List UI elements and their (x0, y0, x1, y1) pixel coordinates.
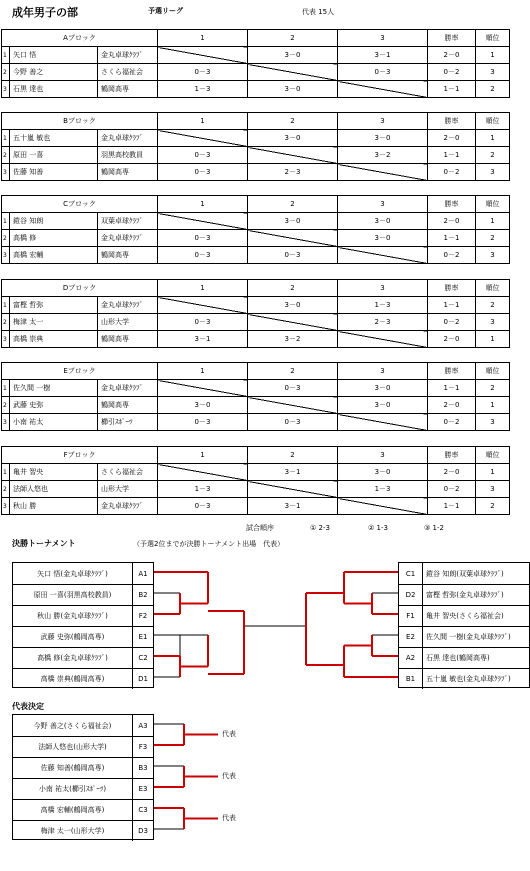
entry-name: 小南 祐太(櫛引ｽﾎﾟｰﾂ) (13, 778, 133, 799)
tournament-note: （予選2位までが決勝トーナメント出場 代表） (133, 540, 285, 548)
match-score: 0－3 (338, 64, 428, 81)
col-header: 勝率 (428, 280, 476, 297)
entry-name: 武藤 史弥(鶴岡高専) (13, 626, 133, 647)
player-name: 法師人悠也 (10, 481, 98, 498)
rank: 1 (476, 47, 510, 64)
win-rate: 2－0 (428, 464, 476, 481)
player-name: 佐久間 一樹 (10, 380, 98, 397)
col-header: 順位 (476, 30, 510, 47)
player-name: 亀井 智央 (10, 464, 98, 481)
block-name: Bブロック (2, 113, 158, 130)
match-score: 0－3 (158, 147, 248, 164)
rank: 2 (476, 297, 510, 314)
seed-number: 2 (2, 230, 10, 247)
entry-code: F2 (133, 605, 153, 626)
seed-number: 1 (2, 213, 10, 230)
win-rate: 1－1 (428, 498, 476, 515)
entry-code: A1 (138, 569, 148, 578)
club-name: 金丸卓球ｸﾗﾌﾞ (98, 297, 158, 314)
match-score: 3－0 (248, 130, 338, 147)
win-rate: 1－1 (428, 81, 476, 98)
entry-code: D3 (133, 820, 153, 841)
entry-name: 梅津 太一(山形大学) (13, 820, 133, 841)
club-name: 櫛引ｽﾎﾟｰﾂ (98, 414, 158, 431)
block-name: Cブロック (2, 196, 158, 213)
entry-name: 法師人悠也(山形大学) (13, 736, 133, 757)
seed-number: 2 (2, 147, 10, 164)
col-header: 2 (248, 280, 338, 297)
rank: 2 (476, 81, 510, 98)
col-header: 1 (158, 113, 248, 130)
entry-code: E2 (399, 626, 423, 647)
entry-code: E1 (133, 626, 153, 647)
club-name: さくら福祉会 (98, 464, 158, 481)
win-rate: 1－1 (428, 297, 476, 314)
match-score: 0－3 (248, 414, 338, 431)
player-name: 今野 善之 (10, 64, 98, 81)
col-header: 3 (338, 447, 428, 464)
player-name: 高橋 崇典 (10, 331, 98, 348)
win-rate: 1－1 (428, 380, 476, 397)
club-name: 鶴岡高専 (98, 247, 158, 264)
match-order-1: ① 2-3 (310, 524, 330, 532)
col-header: 2 (248, 363, 338, 380)
seed-number: 1 (2, 47, 10, 64)
match-score: 3－2 (248, 331, 338, 348)
win-rate: 0－2 (428, 64, 476, 81)
club-name: 羽黒高校教員 (98, 147, 158, 164)
rank: 3 (476, 247, 510, 264)
match-order-label: 試合順序 (246, 524, 274, 532)
entry-name: 原田 一喜(羽黒高校教員) (13, 584, 133, 605)
match-score: 0－3 (158, 64, 248, 81)
match-score: 3－2 (338, 147, 428, 164)
match-score: 3－0 (338, 397, 428, 414)
block-name: Aブロック (2, 30, 158, 47)
player-name: 高橋 宏輔 (10, 247, 98, 264)
club-name: 鶴岡高専 (98, 397, 158, 414)
club-name: 山形大学 (98, 314, 158, 331)
player-name: 高橋 修 (10, 230, 98, 247)
seed-number: 1 (2, 464, 10, 481)
club-name: 金丸卓球ｸﾗﾌﾞ (98, 130, 158, 147)
entry-code: B1 (399, 668, 423, 689)
seed-number: 1 (2, 380, 10, 397)
block-name: Dブロック (2, 280, 158, 297)
entry-code: C2 (133, 647, 153, 668)
match-score: 2－3 (248, 164, 338, 181)
col-header: 3 (338, 363, 428, 380)
match-score: 0－3 (158, 230, 248, 247)
rank: 2 (476, 230, 510, 247)
col-header: 2 (248, 196, 338, 213)
entry-name: 佐藤 知善(鶴岡高専) (13, 757, 133, 778)
rank: 3 (476, 64, 510, 81)
entry-name: 佐久間 一樹(金丸卓球ｸﾗﾌﾞ) (423, 626, 529, 647)
col-header: 1 (158, 196, 248, 213)
entry-code: D2 (399, 584, 423, 605)
col-header: 1 (158, 280, 248, 297)
rank: 3 (476, 481, 510, 498)
col-header: 勝率 (428, 447, 476, 464)
entry-code: D1 (133, 668, 153, 689)
seed-number: 3 (2, 164, 10, 181)
rep-winner-1: 代表 (222, 730, 236, 738)
col-header: 勝率 (428, 30, 476, 47)
club-name: 鶴岡高専 (98, 331, 158, 348)
rank: 2 (476, 380, 510, 397)
entry-code: C3 (133, 799, 153, 820)
col-header: 3 (338, 30, 428, 47)
match-score: 3－1 (248, 498, 338, 515)
player-name: 矢口 悟 (10, 47, 98, 64)
match-score: 0－3 (158, 164, 248, 181)
col-header: 2 (248, 30, 338, 47)
match-score: 0－3 (158, 314, 248, 331)
match-score: 2－3 (338, 314, 428, 331)
col-header: 順位 (476, 363, 510, 380)
win-rate: 0－2 (428, 414, 476, 431)
entry-name: 今野 善之(さくら福祉会) (13, 715, 133, 736)
club-name: 金丸卓球ｸﾗﾌﾞ (98, 230, 158, 247)
entry-name: 五十嵐 敏也(金丸卓球ｸﾗﾌﾞ) (423, 668, 529, 689)
player-name: 武藤 史弥 (10, 397, 98, 414)
match-score: 0－3 (158, 498, 248, 515)
block-name: Eブロック (2, 363, 158, 380)
entry-name: 亀井 智央(さくら福祉会) (423, 605, 529, 626)
rank: 1 (476, 331, 510, 348)
rank: 3 (476, 314, 510, 331)
match-score: 3－0 (338, 130, 428, 147)
club-name: 山形大学 (98, 481, 158, 498)
match-score: 0－3 (158, 247, 248, 264)
match-score: 3－1 (338, 47, 428, 64)
player-name: 原田 一喜 (10, 147, 98, 164)
entry-code: A3 (138, 721, 148, 730)
player-name: 富樫 哲弥 (10, 297, 98, 314)
win-rate: 1－1 (428, 147, 476, 164)
win-rate: 2－0 (428, 397, 476, 414)
rank: 3 (476, 414, 510, 431)
win-rate: 2－0 (428, 47, 476, 64)
match-score: 0－3 (158, 414, 248, 431)
seed-number: 3 (2, 414, 10, 431)
club-name: 双葉卓球ｸﾗﾌﾞ (98, 213, 158, 230)
rank: 2 (476, 147, 510, 164)
entry-code: F3 (133, 736, 153, 757)
seed-number: 3 (2, 81, 10, 98)
win-rate: 1－1 (428, 230, 476, 247)
seed-number: 2 (2, 397, 10, 414)
col-header: 2 (248, 447, 338, 464)
col-header: 1 (158, 30, 248, 47)
rep-winner-3: 代表 (222, 814, 236, 822)
club-name: 鶴岡高専 (98, 164, 158, 181)
player-name: 佐藤 知善 (10, 164, 98, 181)
club-name: 金丸卓球ｸﾗﾌﾞ (98, 47, 158, 64)
match-score: 3－1 (158, 331, 248, 348)
rank: 1 (476, 213, 510, 230)
col-header: 順位 (476, 447, 510, 464)
entry-code: F1 (399, 605, 423, 626)
match-score: 3－0 (248, 81, 338, 98)
col-header: 3 (338, 196, 428, 213)
stage-label: 予選リーグ (148, 7, 183, 15)
win-rate: 2－0 (428, 213, 476, 230)
player-name: 鎧谷 知朗 (10, 213, 98, 230)
seed-number: 2 (2, 481, 10, 498)
entry-code: B2 (133, 584, 153, 605)
match-score: 1－3 (338, 297, 428, 314)
entry-name: 鎧谷 知朗(双葉卓球ｸﾗﾌﾞ) (426, 569, 504, 578)
match-score: 3－0 (338, 213, 428, 230)
entry-code: E3 (133, 778, 153, 799)
match-score: 3－1 (248, 464, 338, 481)
col-header: 勝率 (428, 113, 476, 130)
entry-name: 富樫 哲弥(金丸卓球ｸﾗﾌﾞ) (423, 584, 529, 605)
match-score: 1－3 (158, 81, 248, 98)
rank: 3 (476, 164, 510, 181)
entry-code: B3 (133, 757, 153, 778)
match-score: 3－0 (338, 380, 428, 397)
player-name: 梅津 太一 (10, 314, 98, 331)
col-header: 勝率 (428, 196, 476, 213)
win-rate: 2－0 (428, 130, 476, 147)
entry-name: 高橋 崇典(鶴岡高専) (13, 668, 133, 689)
rank: 1 (476, 130, 510, 147)
seed-number: 3 (2, 498, 10, 515)
club-name: 金丸卓球ｸﾗﾌﾞ (98, 380, 158, 397)
entry-name: 矢口 悟(金丸卓球ｸﾗﾌﾞ) (13, 563, 133, 584)
col-header: 2 (248, 113, 338, 130)
entry-code: A2 (399, 647, 423, 668)
win-rate: 0－2 (428, 164, 476, 181)
tournament-title: 決勝トーナメント (12, 539, 76, 548)
rank: 1 (476, 397, 510, 414)
col-header: 勝率 (428, 363, 476, 380)
col-header: 1 (158, 447, 248, 464)
seed-number: 2 (2, 64, 10, 81)
seed-number: 1 (2, 297, 10, 314)
match-score: 1－3 (158, 481, 248, 498)
win-rate: 0－2 (428, 481, 476, 498)
player-name: 石黒 達也 (10, 81, 98, 98)
rank: 2 (476, 498, 510, 515)
col-header: 1 (158, 363, 248, 380)
rep-winner-2: 代表 (222, 772, 236, 780)
entry-name: 高橋 修(金丸卓球ｸﾗﾌﾞ) (13, 647, 133, 668)
col-header: 順位 (476, 113, 510, 130)
match-score: 3－0 (338, 230, 428, 247)
entry-name: 秋山 勝(金丸卓球ｸﾗﾌﾞ) (13, 605, 133, 626)
win-rate: 2－0 (428, 331, 476, 348)
match-score: 3－0 (248, 213, 338, 230)
match-score: 1－3 (338, 481, 428, 498)
seed-number: 3 (2, 247, 10, 264)
match-score: 0－3 (248, 247, 338, 264)
page-title: 成年男子の部 (12, 6, 78, 19)
match-order-3: ③ 1-2 (424, 524, 444, 532)
rep-title: 代表決定 (12, 702, 44, 711)
match-score: 0－3 (248, 380, 338, 397)
seed-number: 2 (2, 314, 10, 331)
club-name: 金丸卓球ｸﾗﾌﾞ (98, 498, 158, 515)
entry-code: C1 (399, 563, 423, 584)
player-name: 小南 祐太 (10, 414, 98, 431)
seed-number: 1 (2, 130, 10, 147)
seed-number: 3 (2, 331, 10, 348)
block-name: Fブロック (2, 447, 158, 464)
col-header: 3 (338, 280, 428, 297)
match-score: 3－0 (338, 464, 428, 481)
player-name: 五十嵐 敏也 (10, 130, 98, 147)
entry-name: 石黒 達也(鶴岡高専) (423, 647, 529, 668)
win-rate: 0－2 (428, 247, 476, 264)
win-rate: 0－2 (428, 314, 476, 331)
match-score: 3－0 (248, 47, 338, 64)
match-order-2: ② 1-3 (368, 524, 388, 532)
delegates-label: 代表 15人 (302, 8, 335, 16)
col-header: 3 (338, 113, 428, 130)
col-header: 順位 (476, 196, 510, 213)
rank: 1 (476, 464, 510, 481)
col-header: 順位 (476, 280, 510, 297)
player-name: 秋山 勝 (10, 498, 98, 515)
match-score: 3－0 (248, 297, 338, 314)
club-name: 鶴岡高専 (98, 81, 158, 98)
match-score: 3－0 (158, 397, 248, 414)
club-name: さくら福祉会 (98, 64, 158, 81)
entry-name: 高橋 宏輔(鶴岡高専) (13, 799, 133, 820)
